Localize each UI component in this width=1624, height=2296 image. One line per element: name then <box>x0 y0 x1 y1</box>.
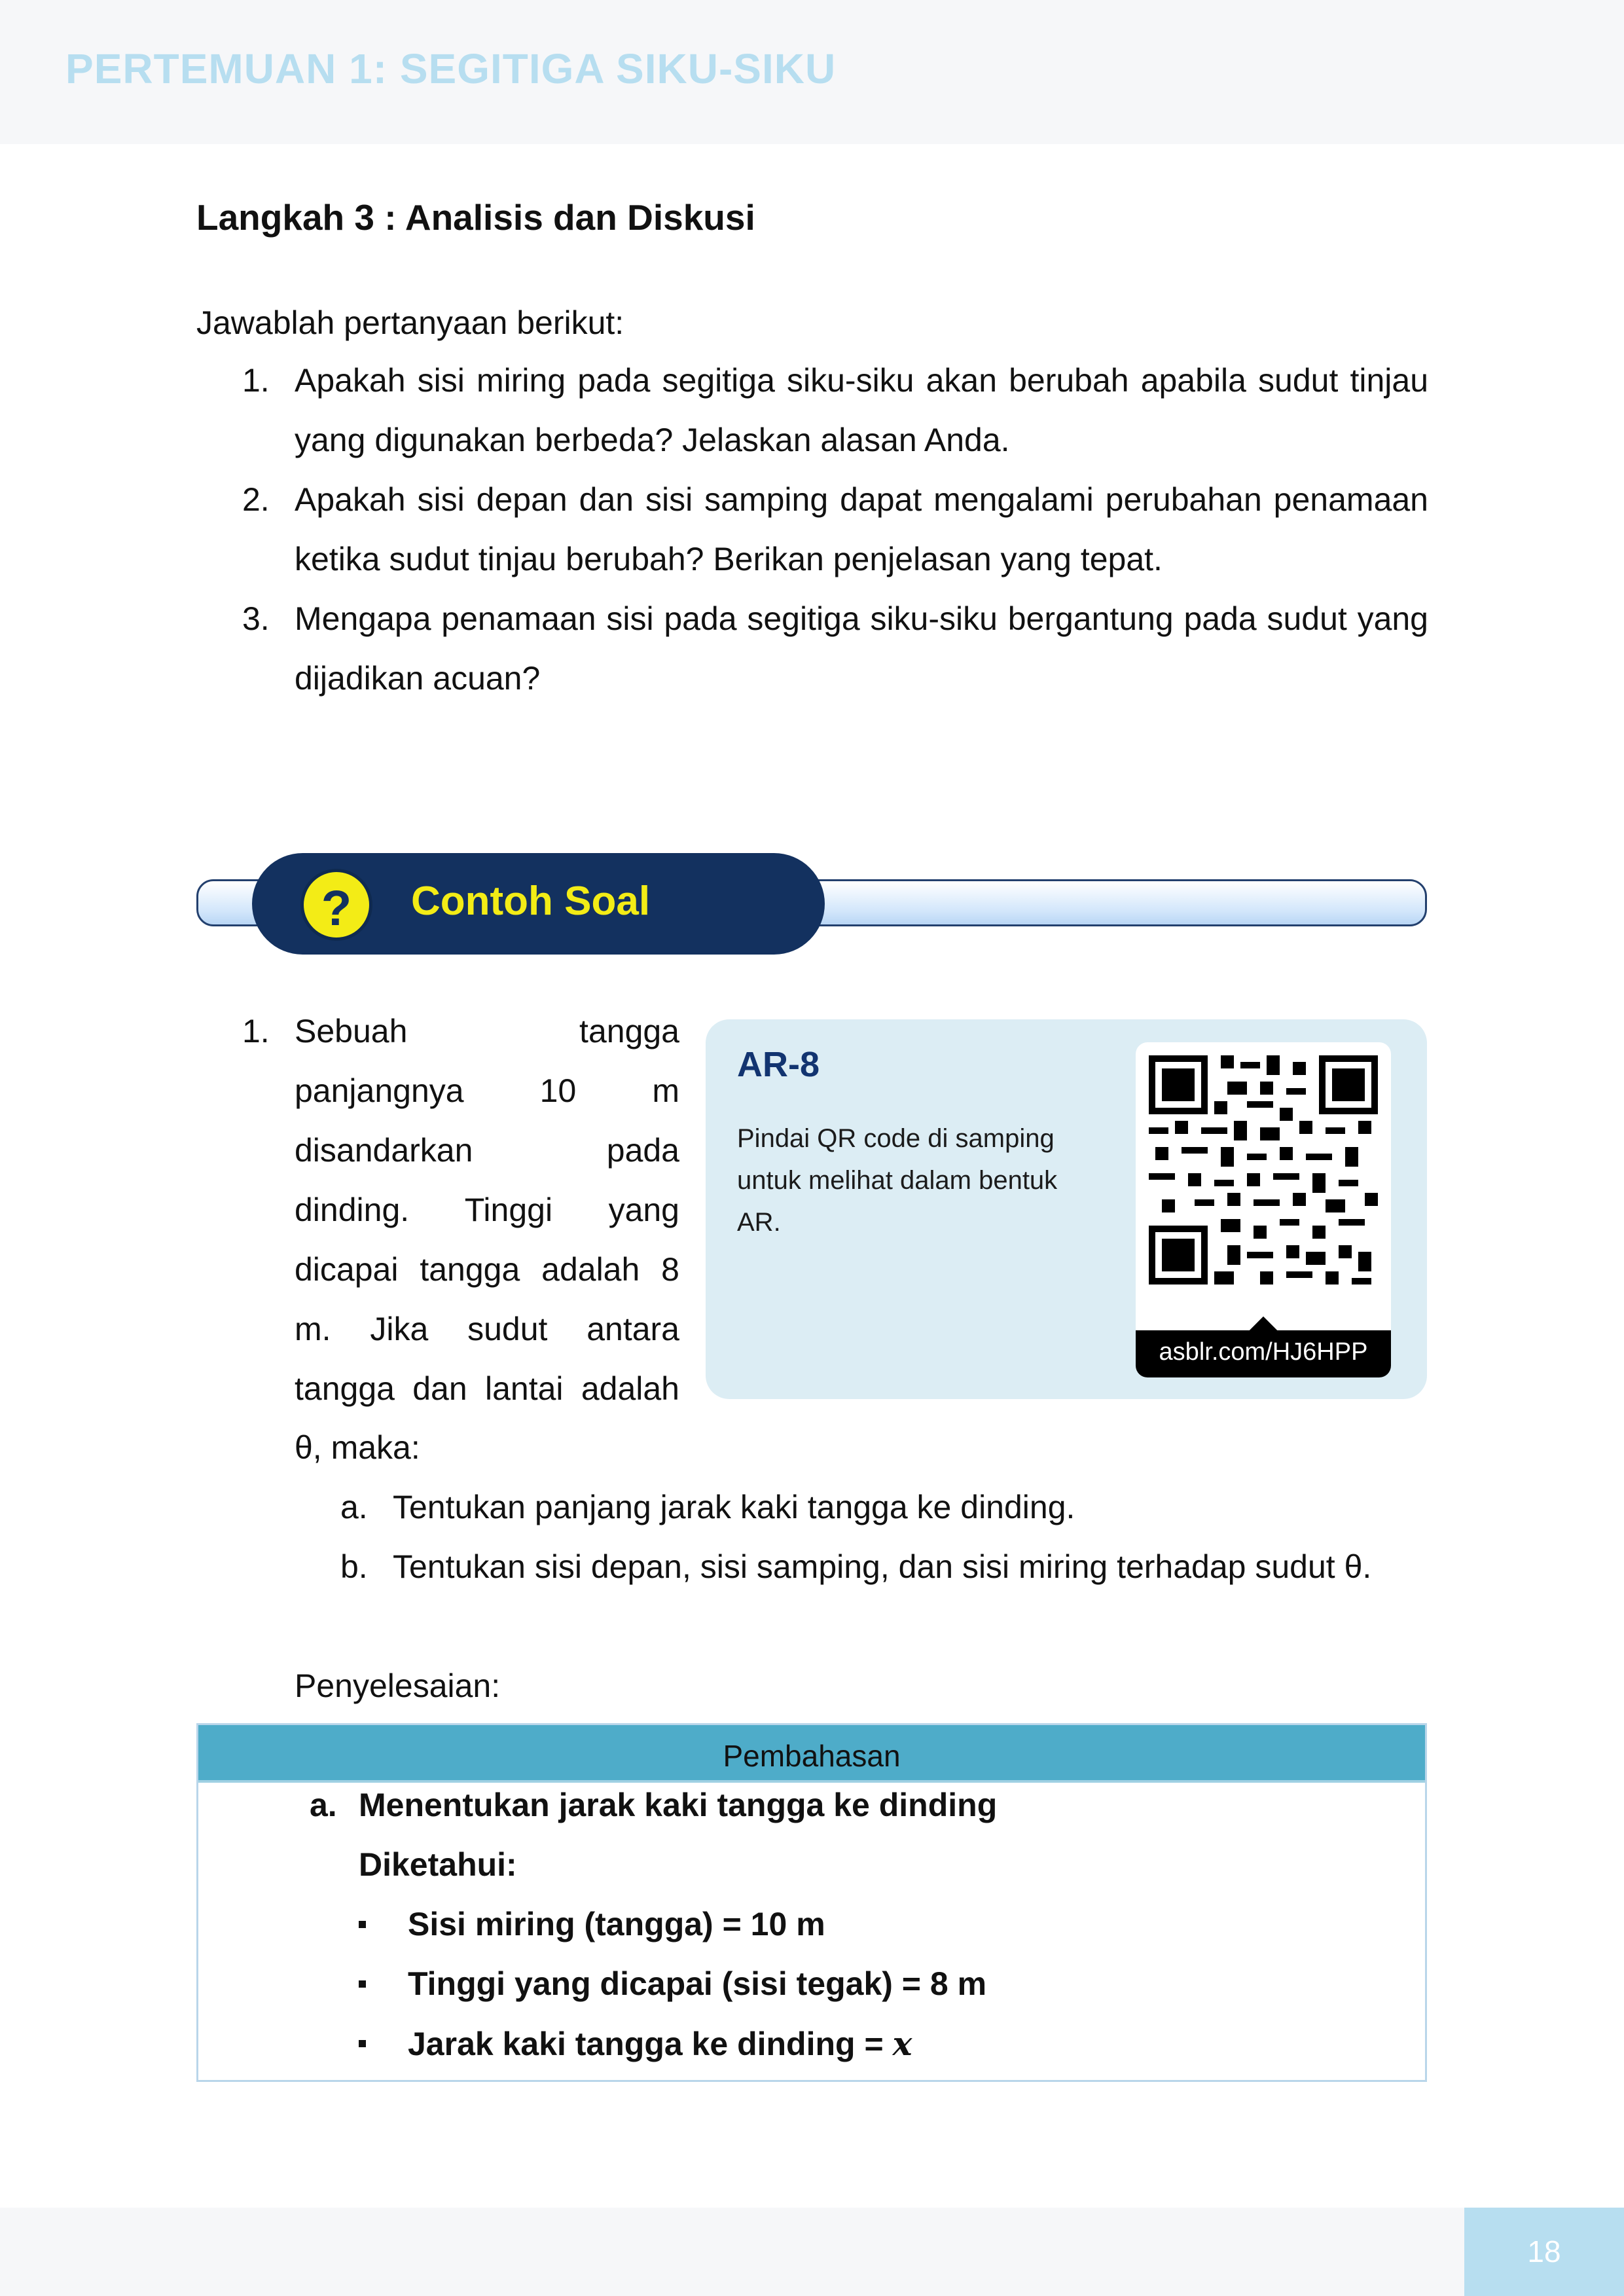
questions-intro: Jawablah pertanyaan berikut: <box>196 304 624 341</box>
example-text <box>295 1002 679 1419</box>
subitem-letter: b. <box>340 1548 368 1585</box>
part-title: Menentukan jarak kaki tangga ke dinding <box>359 1787 998 1823</box>
page-number: 18 <box>1527 2234 1561 2269</box>
known-item-text: Jarak kaki tangga ke dinding = <box>408 2026 893 2062</box>
question-mark-symbol: ? <box>321 881 352 936</box>
page-header <box>0 0 1624 144</box>
ar-description: Pindai QR code di samping untuk melihat dalam bentuk AR. <box>737 1124 1058 1237</box>
qr-code-icon <box>1149 1055 1378 1285</box>
pembahasan-box <box>196 1723 1427 2082</box>
pembahasan-header-label: Pembahasan <box>723 1739 901 1773</box>
qr-url[interactable]: asblr.com/HJ6HPP <box>1159 1338 1368 1366</box>
ar-title: AR-8 <box>737 1045 820 1084</box>
list-number: 3. <box>242 600 270 637</box>
bullet-icon <box>359 1980 366 1988</box>
bullet-icon <box>359 2040 366 2047</box>
example-line: Sebuah tangga <box>295 1013 679 1049</box>
example-line: dinding. Tinggi yang <box>295 1192 679 1228</box>
chapter-title: PERTEMUAN 1: SEGITIGA SIKU-SIKU <box>65 45 837 92</box>
known-item: Sisi miring (tangga) = 10 m <box>408 1906 825 1942</box>
pembahasan-header <box>198 1725 1425 1783</box>
example-line: θ, maka: <box>295 1429 420 1466</box>
subitem-text: Tentukan panjang jarak kaki tangga ke dinding. <box>393 1489 1075 1525</box>
example-line: dicapai tangga adalah 8 <box>295 1251 679 1288</box>
page-footer <box>0 2208 1624 2296</box>
question-text: Mengapa penamaan sisi pada segitiga siku-siku bergantung pada sudut yang dijadikan acuan? <box>295 600 1428 697</box>
list-number: 2. <box>242 481 270 518</box>
list-item <box>242 351 1428 470</box>
question-list <box>242 351 1428 708</box>
subitem-letter: a. <box>340 1489 368 1525</box>
math-variable: x <box>892 2024 912 2063</box>
solution-label: Penyelesaian: <box>295 1667 501 1704</box>
list-item <box>242 589 1428 708</box>
contoh-soal-label: Contoh Soal <box>411 879 651 924</box>
step-heading: Langkah 3 : Analisis dan Diskusi <box>196 197 755 238</box>
example-line: panjangnya 10 m <box>295 1072 679 1109</box>
bullet-icon <box>359 1921 366 1928</box>
list-item <box>242 470 1428 589</box>
question-text: Apakah sisi depan dan sisi samping dapat mengalami perubahan penamaan ketika sudut tinjau berubah? Berikan penjelasan yang tepat. <box>295 481 1428 577</box>
known-item: Tinggi yang dicapai (sisi tegak) = 8 m <box>408 1965 987 2002</box>
page-number-box <box>1464 2208 1624 2296</box>
question-mark-icon <box>300 869 372 941</box>
qr-code[interactable] <box>1136 1042 1391 1377</box>
ar-card <box>706 1019 1427 1399</box>
example-line: disandarkan pada <box>295 1132 679 1169</box>
known-label: Diketahui: <box>359 1846 517 1883</box>
part-letter: a. <box>310 1787 337 1823</box>
known-item <box>408 2024 912 2063</box>
contoh-soal-banner <box>252 853 825 955</box>
subitem-text: Tentukan sisi depan, sisi samping, dan sisi miring terhadap sudut θ. <box>393 1548 1372 1585</box>
question-text: Apakah sisi miring pada segitiga siku-siku akan berubah apabila sudut tinjau yang digunakan berbeda? Jelaskan alasan Anda. <box>295 362 1428 458</box>
list-number: 1. <box>242 362 270 399</box>
example-line: tangga dan lantai adalah <box>295 1370 679 1407</box>
example-number: 1. <box>242 1013 270 1049</box>
example-line: m. Jika sudut antara <box>295 1311 679 1347</box>
